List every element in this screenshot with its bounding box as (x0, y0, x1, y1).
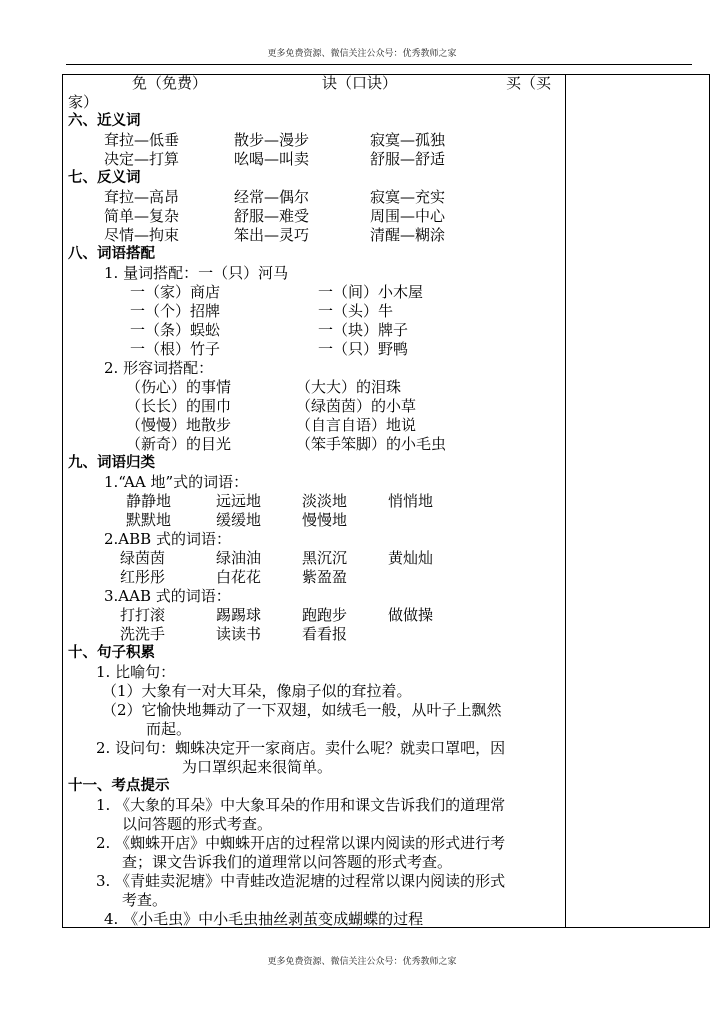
sentence-line (68, 758, 562, 777)
antonym-row (68, 226, 562, 245)
antonym-row (68, 188, 562, 207)
word: 缓缓地 (216, 511, 262, 529)
word-pair: 笨出—灵巧 (234, 226, 310, 244)
tip-line (68, 891, 562, 910)
word-pair: 尽情—拘束 (104, 226, 180, 244)
word: 踢踢球 (216, 606, 262, 624)
collocation-row (68, 397, 562, 416)
word: 远远地 (216, 492, 262, 510)
collocation: （大大）的泪珠 (296, 378, 402, 396)
subheading-text: 1.“AA 地”式的词语： (104, 473, 249, 491)
word-row (68, 568, 562, 587)
word-row (68, 492, 562, 511)
collocation: 一（个）招牌 (130, 302, 221, 320)
sentence-line (68, 739, 562, 758)
intro-line-2 (68, 93, 562, 112)
tip-line (68, 796, 562, 815)
section-title-word-classification: 九、词语归类 (68, 455, 155, 471)
intro-word: 家） (68, 93, 99, 111)
word: 慢慢地 (302, 511, 348, 529)
tip-line (68, 815, 562, 834)
collocation-row (68, 435, 562, 454)
tip: 2. 《蜘蛛开店》中蜘蛛开店的过程常以课内阅读的形式进行考 (96, 834, 506, 852)
collocation-row (68, 283, 562, 302)
subheading-text: 2. 形容词搭配： (104, 359, 214, 377)
word: 默默地 (126, 511, 172, 529)
collocation: （新奇）的目光 (126, 435, 232, 453)
page-header: 更多免费资源、微信关注公众号：优秀教师之家 (267, 49, 457, 59)
word: 洗洗手 (120, 625, 166, 643)
sentence-line (68, 720, 562, 739)
subheading (68, 587, 562, 606)
intro-word: 免（免费） (132, 74, 208, 92)
section-title-collocations: 八、词语搭配 (68, 246, 155, 262)
tip: 1. 《大象的耳朵》中大象耳朵的作用和课文告诉我们的道理常 (96, 796, 506, 814)
tip: 以问答题的形式考查。 (122, 815, 273, 833)
collocation-row (68, 321, 562, 340)
collocation-row (68, 302, 562, 321)
subheading (68, 264, 562, 283)
tip: 3. 《青蛙卖泥塘》中青蛙改造泥塘的过程常以课内阅读的形式 (96, 872, 506, 890)
word: 打打滚 (120, 606, 166, 624)
subheading-text: 1. 量词搭配：一（只）河马 (104, 264, 289, 282)
word-pair: 舒服—难受 (234, 207, 310, 225)
subheading-text: 1. 比喻句： (96, 663, 176, 681)
word-pair: 决定—打算 (104, 150, 180, 168)
word-pair: 经常—偶尔 (234, 188, 310, 206)
word-row (68, 625, 562, 644)
sentence: 而起。 (146, 720, 192, 738)
collocation: （自言自语）地说 (296, 416, 417, 434)
word: 淡淡地 (302, 492, 348, 510)
collocation: （长长）的围巾 (126, 397, 232, 415)
word-pair: 耷拉—高昂 (104, 188, 180, 206)
tip: 考查。 (122, 891, 168, 909)
antonym-row (68, 207, 562, 226)
collocation: 一（根）竹子 (130, 340, 221, 358)
sentence: 2. 设问句：蜘蛛决定开一家商店。卖什么呢？就卖口罩吧，因 (96, 739, 506, 757)
word-pair: 寂寞—孤独 (370, 131, 446, 149)
intro-line-1 (68, 74, 562, 93)
subheading (68, 530, 562, 549)
subheading (68, 473, 562, 492)
word-pair: 吆喝—叫卖 (234, 150, 310, 168)
word-pair: 耷拉—低垂 (104, 131, 180, 149)
tip-line (68, 910, 562, 929)
intro-word: 买（买 (506, 74, 552, 92)
word-pair: 清醒—糊涂 (370, 226, 446, 244)
collocation: 一（只）野鸭 (318, 340, 409, 358)
synonym-row (68, 131, 562, 150)
collocation: （慢慢）地散步 (126, 416, 232, 434)
collocation: 一（条）蜈蚣 (130, 321, 221, 339)
collocation: 一（间）小木屋 (318, 283, 424, 301)
intro-word: 诀（口诀） (322, 74, 398, 92)
tip-line (68, 853, 562, 872)
word: 做做操 (388, 606, 434, 624)
word-pair: 简单—复杂 (104, 207, 180, 225)
word: 紫盈盈 (302, 568, 348, 586)
collocation: 一（头）牛 (318, 302, 394, 320)
word-row (68, 511, 562, 530)
word-pair: 舒服—舒适 (370, 150, 446, 168)
collocation-row (68, 378, 562, 397)
word: 黑沉沉 (302, 549, 348, 567)
synonym-row (68, 150, 562, 169)
word: 红彤彤 (120, 568, 166, 586)
tip-line (68, 872, 562, 891)
collocation: （笨手笨脚）的小毛虫 (296, 435, 447, 453)
section-title-synonyms: 六、近义词 (68, 113, 141, 129)
content-cell (68, 74, 562, 929)
word: 绿油油 (216, 549, 262, 567)
subheading (68, 359, 562, 378)
collocation: 一（块）牌子 (318, 321, 409, 339)
section-title-sentences: 十、句子积累 (68, 645, 155, 661)
sentence-line (68, 682, 562, 701)
word: 跑跑步 (302, 606, 348, 624)
section-title-antonyms: 七、反义词 (68, 170, 141, 186)
sentence: （2）它愉快地舞动了一下双翅，如绒毛一般，从叶子上飘然 (102, 701, 502, 719)
collocation: 一（家）商店 (130, 283, 221, 301)
word-row (68, 549, 562, 568)
collocation-row (68, 416, 562, 435)
word: 黄灿灿 (388, 549, 434, 567)
column-divider (565, 74, 566, 928)
word-pair: 周围—中心 (370, 207, 446, 225)
header-rule (66, 64, 692, 65)
sentence: 为口罩织起来很简单。 (182, 758, 333, 776)
word: 白花花 (216, 568, 262, 586)
collocation: （绿茵茵）的小草 (296, 397, 417, 415)
word-pair: 寂寞—充实 (370, 188, 446, 206)
collocation-row (68, 340, 562, 359)
word: 看看报 (302, 625, 348, 643)
word-pair: 散步—漫步 (234, 131, 310, 149)
word: 悄悄地 (388, 492, 434, 510)
tip-line (68, 834, 562, 853)
word: 读读书 (216, 625, 262, 643)
subheading-text: 3.AAB 式的词语： (104, 587, 231, 605)
word: 静静地 (126, 492, 172, 510)
word: 绿茵茵 (120, 549, 166, 567)
sentence-line (68, 701, 562, 720)
subheading (68, 663, 562, 682)
word-row (68, 606, 562, 625)
subheading-text: 2.ABB 式的词语： (104, 530, 231, 548)
sentence: （1）大象有一对大耳朵，像扇子似的耷拉着。 (102, 682, 412, 700)
collocation: （伤心）的事情 (126, 378, 232, 396)
tip: 4. 《小毛虫》中小毛虫抽丝剥茧变成蝴蝶的过程 (104, 910, 424, 928)
section-title-exam-tips: 十一、考点提示 (68, 778, 170, 794)
page-footer: 更多免费资源、微信关注公众号：优秀教师之家 (267, 957, 457, 967)
tip: 查；课文告诉我们的道理常以问答题的形式考查。 (122, 853, 453, 871)
